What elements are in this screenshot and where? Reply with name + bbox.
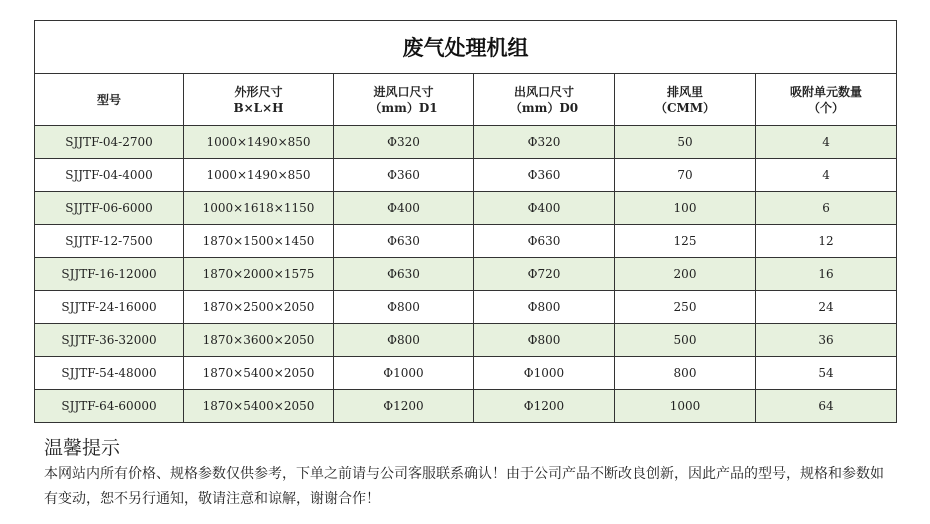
table-cell: Φ630 <box>334 258 474 291</box>
table-cell: 6 <box>756 192 897 225</box>
table-row <box>35 225 897 258</box>
table-cell: Φ1000 <box>334 357 474 390</box>
column-header <box>334 74 474 126</box>
table-cell: 125 <box>615 225 756 258</box>
table-cell: 1870×3600×2050 <box>184 324 334 357</box>
column-header <box>474 74 615 126</box>
table-cell: SJJTF-54-48000 <box>35 357 184 390</box>
table-cell: SJJTF-16-12000 <box>35 258 184 291</box>
table-cell: 64 <box>756 390 897 423</box>
table-row <box>35 159 897 192</box>
table-cell: 500 <box>615 324 756 357</box>
column-header-sublabel: （CMM） <box>654 100 716 115</box>
table-cell: 1000×1490×850 <box>184 159 334 192</box>
column-header-label: 外形尺寸 <box>234 84 283 99</box>
column-header-sublabel: （mm）D0 <box>509 100 579 115</box>
table-cell: SJJTF-12-7500 <box>35 225 184 258</box>
column-header <box>615 74 756 126</box>
table-row <box>35 126 897 159</box>
table-cell: 1870×5400×2050 <box>184 357 334 390</box>
column-header-label: 吸附单元数量 <box>790 84 863 99</box>
table-title: 废气处理机组 <box>35 21 897 74</box>
column-header-label: 排风里 <box>666 84 703 99</box>
table-cell: SJJTF-06-6000 <box>35 192 184 225</box>
column-header <box>184 74 334 126</box>
table-cell: SJJTF-04-4000 <box>35 159 184 192</box>
spec-table <box>34 20 897 423</box>
table-cell: Φ800 <box>334 291 474 324</box>
table-cell: 1870×5400×2050 <box>184 390 334 423</box>
table-cell: SJJTF-64-60000 <box>35 390 184 423</box>
table-cell: 1870×1500×1450 <box>184 225 334 258</box>
table-cell: SJJTF-04-2700 <box>35 126 184 159</box>
table-row <box>35 192 897 225</box>
table-header-row <box>35 74 897 126</box>
table-row <box>35 390 897 423</box>
table-cell: 24 <box>756 291 897 324</box>
table-row <box>35 324 897 357</box>
table-cell: 1000×1618×1150 <box>184 192 334 225</box>
table-cell: Φ630 <box>334 225 474 258</box>
table-cell: Φ1200 <box>334 390 474 423</box>
table-cell: Φ320 <box>334 126 474 159</box>
table-cell: 1870×2500×2050 <box>184 291 334 324</box>
table-cell: 70 <box>615 159 756 192</box>
notice-text: 本网站内所有价格、规格参数仅供参考，下单之前请与公司客服联系确认！由于公司产品不断改良创新，因此产品的型号，规格和参数如有变动，恕不另行通知，敬请注意和谅解，谢谢合作！ <box>44 466 884 507</box>
column-header-label: 出风口尺寸 <box>513 84 574 99</box>
column-header-sublabel: B×L×H <box>233 100 284 115</box>
table-cell: Φ400 <box>474 192 615 225</box>
table-cell: Φ360 <box>474 159 615 192</box>
column-header-sublabel: （个） <box>808 100 845 115</box>
column-header-sublabel: （mm）D1 <box>369 100 438 115</box>
table-cell: Φ800 <box>334 324 474 357</box>
table-cell: 12 <box>756 225 897 258</box>
table-cell: Φ360 <box>334 159 474 192</box>
table-row <box>35 291 897 324</box>
column-header-label: 型号 <box>96 92 121 107</box>
table-cell: Φ320 <box>474 126 615 159</box>
table-cell: Φ800 <box>474 291 615 324</box>
column-header <box>756 74 897 126</box>
table-cell: 800 <box>615 357 756 390</box>
column-header-label: 进风口尺寸 <box>373 84 434 99</box>
table-cell: 54 <box>756 357 897 390</box>
table-cell: Φ800 <box>474 324 615 357</box>
notice-title: 温馨提示 <box>44 437 121 459</box>
table-cell: Φ400 <box>334 192 474 225</box>
table-cell: Φ1200 <box>474 390 615 423</box>
table-cell: SJJTF-24-16000 <box>35 291 184 324</box>
spec-table-container <box>34 20 896 423</box>
table-cell: 4 <box>756 159 897 192</box>
table-row <box>35 258 897 291</box>
table-row <box>35 357 897 390</box>
table-cell: Φ630 <box>474 225 615 258</box>
table-cell: Φ720 <box>474 258 615 291</box>
table-cell: 4 <box>756 126 897 159</box>
table-cell: 200 <box>615 258 756 291</box>
table-cell: 36 <box>756 324 897 357</box>
table-cell: 50 <box>615 126 756 159</box>
table-cell: 16 <box>756 258 897 291</box>
column-header <box>35 74 184 126</box>
table-cell: Φ1000 <box>474 357 615 390</box>
table-cell: 250 <box>615 291 756 324</box>
table-cell: 100 <box>615 192 756 225</box>
table-cell: 1870×2000×1575 <box>184 258 334 291</box>
table-cell: 1000 <box>615 390 756 423</box>
table-cell: SJJTF-36-32000 <box>35 324 184 357</box>
table-cell: 1000×1490×850 <box>184 126 334 159</box>
